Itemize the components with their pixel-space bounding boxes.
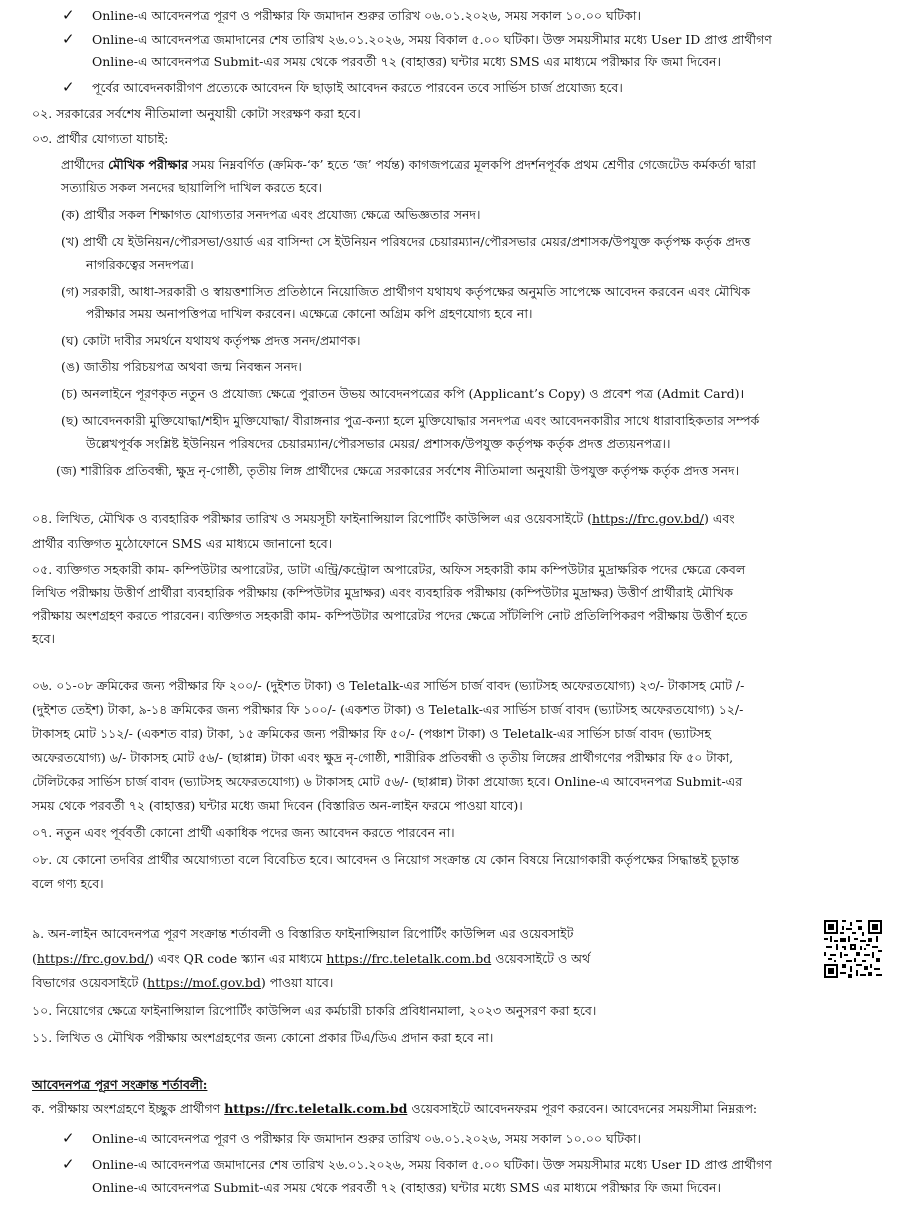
mof-post: ) পাওয়া যাবে। [260, 975, 334, 990]
item-kha-cont: নাগরিকত্বের সনদপত্র। [86, 257, 194, 272]
check-icon: ✓ [62, 1129, 75, 1147]
item-kha: (খ) প্রার্থী যে ইউনিয়ন/পৌরসভা/ওয়ার্ড এর বাসিন্দা সে ইউনিয়ন পরিষদের চেয়ারম্যান/পৌরসভার মেয়র/প্রশাসক/উপযুক্ত কর্তৃপক্ষ কর্তৃক প্রদত্ত [61, 234, 751, 249]
conditions-heading: আবেদনপত্র পূরণ সংক্রান্ত শর্তাবলী: [32, 1077, 208, 1092]
section-09-line-1: ৯. অন-লাইন আবেদনপত্র পূরণ সংক্রান্ত শর্তাবলী ও বিস্তারিত ফাইনান্সিয়াল রিপোর্টিং কাউন্সিল এর ওয়েবসাইট [32, 926, 574, 941]
item-ja: (জ) শারীরিক প্রতিবন্ধী, ক্ষুদ্র নৃ-গোষ্ঠী, তৃতীয় লিঙ্গ প্রার্থীদের ক্ষেত্রে সরকারের সর্বশেষ নীতিমালা অনুযায়ী উপযুক্ত কর্তৃপক্ষ কর্তৃক প্রদত্ত সনদ। [56, 463, 740, 478]
top-check-1: Online-এ আবেদনপত্র পূরণ ও পরীক্ষার ফি জমাদান শুরুর তারিখ ০৬.০১.২০২৬, সময় সকাল ১০.০০ ঘটিকা। [92, 8, 641, 23]
section-03-intro-2: সত্যায়িত সকল সনদের ছায়ালিপি দাখিল করতে হবে। [61, 180, 323, 195]
condition-check-2: Online-এ আবেদনপত্র জমাদানের শেষ তারিখ ২৬.০১.২০২৬, সময় বিকাল ৫.০০ ঘটিকা। উক্ত সময়সীমার মধ্যে User ID প্রাপ্ত প্রার্থীগণ [92, 1157, 772, 1172]
section-08-line-1: ০৮. যে কোনো তদবির প্রার্থীর অযোগ্যতা বলে বিবেচিত হবে। আবেদন ও নিয়োগ সংক্রান্ত যে কোন বিষয়ে নিয়োগকারী কর্তৃপক্ষের সিদ্ধান্তই চূড়ান্ত [32, 852, 740, 867]
mof-link[interactable]: https://mof.gov.bd [147, 975, 261, 990]
item-gha: (ঘ) কোটা দাবীর সমর্থনে যথাযথ কর্তৃপক্ষ প্রদত্ত সনদ/প্রমাণক। [61, 333, 361, 348]
intro-pre: প্রার্থীদের [61, 157, 109, 172]
teletalk-link[interactable]: https://frc.teletalk.com.bd [326, 951, 492, 966]
section-06-line-4: অফেরতযোগ্য) ৬/- টাকাসহ মোট ৫৬/- (ছাপ্পান্ন) টাকা এবং ক্ষুদ্র নৃ-গোষ্ঠী, শারীরিক প্রতিবন্ধী ও তৃতীয় লিঙ্গের প্রার্থীগণের পরীক্ষার ফি ৫০ টাকা, [32, 750, 734, 765]
check-icon: ✓ [62, 78, 75, 96]
conditions-ka [32, 1101, 757, 1117]
section-10: ১০. নিয়োগের ক্ষেত্রে ফাইনান্সিয়াল রিপোর্টিং কাউন্সিল এর কর্মচারী চাকরি প্রবিধানমালা, ২০২৩ অনুসরণ করা হবে। [32, 1003, 597, 1018]
item-ga: (গ) সরকারী, আধা-সরকারী ও স্বায়ত্তশাসিত প্রতিষ্ঠানে নিয়োজিত প্রার্থীগণ যথাযথ কর্তৃপক্ষের অনুমতি সাপেক্ষে আবেদন করবেন এবং মৌখিক [61, 284, 751, 299]
ka-pre: ক. পরীক্ষায় অংশগ্রহণে ইচ্ছুক প্রার্থীগণ [32, 1101, 225, 1116]
ka-post: ওয়েবসাইটে আবেদনফরম পূরণ করবেন। আবেদনের সময়সীমা নিম্নরূপ: [407, 1101, 758, 1116]
section-05-line-1: ০৫. ব্যক্তিগত সহকারী কাম- কম্পিউটার অপারেটর, ডাটা এন্ট্রি/কন্ট্রোল অপারেটর, অফিস সহকারী কাম কম্পিউটার মুদ্রাক্ষরিক পদের ক্ষেত্রে কেবল [32, 562, 746, 577]
item-chha-cont: উল্লেখপূর্বক সংশ্লিষ্ট ইউনিয়ন পরিষদের চেয়ারম্যান/পৌরসভার মেয়র/ প্রশাসক/উপযুক্ত কর্তৃপক্ষ কর্তৃক প্রদত্ত প্রত্যয়নপত্র।। [86, 436, 671, 451]
top-check-3: পূর্বের আবেদনকারীগণ প্রত্যেকে আবেদন ফি ছাড়াই আবেদন করতে পারবেন তবে সার্ভিস চার্জ প্রযোজ্য হবে। [92, 80, 623, 95]
section-04-cont: প্রার্থীর ব্যক্তিগত মুঠোফোনে SMS এর মাধ্যমে জানানো হবে। [32, 536, 333, 551]
section-11: ১১. লিখিত ও মৌখিক পরীক্ষায় অংশগ্রহণের জন্য কোনো প্রকার টিএ/ডিএ প্রদান করা হবে না। [32, 1030, 494, 1045]
section-06-line-1: ০৬. ০১-০৮ ক্রমিকের জন্য পরীক্ষার ফি ২০০/- (দুইশত টাকা) ও Teletalk-এর সার্ভিস চার্জ বাবদ (ভ্যাটসহ অফেরতযোগ্য) ২৩/- টাকাসহ মোট /- [32, 678, 745, 693]
frc-link[interactable]: https://frc.gov.bd/ [36, 951, 149, 966]
section-06-line-3: টাকাসহ মোট ১১২/- (একশত বার) টাকা, ১৫ ক্রমিকের জন্য পরীক্ষার ফি ৫০/- (পঞ্চাশ টাকা) ও Teletalk-এর সার্ভিস চার্জ বাবদ (ভ্যাটসহ [32, 726, 711, 741]
qr-code-icon[interactable] [824, 920, 882, 978]
top-check-2: Online-এ আবেদনপত্র জমাদানের শেষ তারিখ ২৬.০১.২০২৬, সময় বিকাল ৫.০০ ঘটিকা। উক্ত সময়সীমার মধ্যে User ID প্রাপ্ত প্রার্থীগণ [92, 32, 772, 47]
check-icon: ✓ [62, 6, 75, 24]
section-09-line-3 [32, 975, 333, 991]
item-ka: (ক) প্রার্থীর সকল শিক্ষাগত যোগ্যতার সনদপত্র এবং প্রযোজ্য ক্ষেত্রে অভিজ্ঞতার সনদ। [61, 207, 481, 222]
section-08-line-2: বলে গণ্য হবে। [32, 876, 104, 891]
sec04-text-end: ) এবং [703, 511, 735, 526]
section-05-line-3: পরীক্ষায় অংশগ্রহণ করতে পারবেন। ব্যক্তিগত সহকারী কাম- কম্পিউটার অপারেটর পদের ক্ষেত্রে সাঁটলিপি নোট প্রতিলিপিকরণ পরীক্ষায় উত্তীর্ণ হতে [32, 608, 748, 623]
check-icon: ✓ [62, 1155, 75, 1173]
teletalk-link[interactable]: https://frc.teletalk.com.bd [224, 1101, 408, 1116]
intro-bold: মৌখিক পরীক্ষার [108, 157, 189, 172]
condition-check-2-cont: Online-এ আবেদনপত্র Submit-এর সময় থেকে পরবর্তী ৭২ (বাহাত্তর) ঘন্টার মধ্যে SMS এর মাধ্যমে পরীক্ষার ফি জমা দিবেন। [92, 1180, 721, 1195]
item-ga-cont: পরীক্ষার সময় অনাপত্তিপত্র দাখিল করবেন। এক্ষেত্রে কোনো অগ্রিম কপি গ্রহণযোগ্য হবে না। [86, 306, 533, 321]
sec09-text-end: ওয়েবসাইটে ও অর্থ [491, 951, 591, 966]
paren-open: ( [32, 951, 37, 966]
section-05-line-2: লিখিত পরীক্ষায় উত্তীর্ণ প্রার্থীরা ব্যবহারিক পরীক্ষায় (কম্পিউটার মুদ্রাক্ষর) এবং ব্যবহারিক পরীক্ষায় (কম্পিউটার মুদ্রাক্ষর) উত্তীর্ণ প্রার্থীরাই মৌখিক [32, 585, 733, 600]
condition-check-1: Online-এ আবেদনপত্র পূরণ ও পরীক্ষার ফি জমাদান শুরুর তারিখ ০৬.০১.২০২৬, সময় সকাল ১০.০০ ঘটিকা। [92, 1131, 641, 1146]
section-07: ০৭. নতুন এবং পূর্ববর্তী কোনো প্রার্থী একাধিক পদের জন্য আবেদন করতে পারবেন না। [32, 825, 455, 840]
section-02: ০২. সরকারের সর্বশেষ নীতিমালা অনুযায়ী কোটা সংরক্ষণ করা হবে। [32, 106, 361, 121]
section-06-line-6: সময় থেকে পরবর্তী ৭২ (বাহাত্তর) ঘন্টার মধ্যে জমা দিবেন (বিস্তারিত অন-লাইন ফরমে পাওয়া যাবে)। [32, 798, 523, 813]
section-03-heading: ০৩. প্রার্থীর যোগ্যতা যাচাই: [32, 131, 169, 146]
mof-pre: বিভাগের ওয়েবসাইটে ( [32, 975, 148, 990]
frc-link[interactable]: https://frc.gov.bd/ [591, 511, 704, 526]
section-06-line-5: টেলিটকের সার্ভিস চার্জ বাবদ (ভ্যাটসহ অফেরতযোগ্য) ৬ টাকাসহ মোট ৫৬/- (ছাপ্পান্ন) টাকা প্রযোজ্য হবে। Online-এ আবেদনপত্র Submit-এর [32, 774, 743, 789]
sec04-text: ০৪. লিখিত, মৌখিক ও ব্যবহারিক পরীক্ষার তারিখ ও সময়সূচী ফাইনান্সিয়াল রিপোর্টিং কাউন্সিল এর ওয়েবসাইটে ( [32, 511, 592, 526]
section-03-intro [61, 157, 756, 173]
top-check-2-cont: Online-এ আবেদনপত্র Submit-এর সময় থেকে পরবর্তী ৭২ (বাহাত্তর) ঘন্টার মধ্যে SMS এর মাধ্যমে পরীক্ষার ফি জমা দিবেন। [92, 54, 721, 69]
section-06-line-2: (দুইশত তেইশ) টাকা, ৯-১৪ ক্রমিকের জন্য পরীক্ষার ফি ১০০/- (একশত টাকা) ও Teletalk-এর সার্ভিস চার্জ বাবদ (ভ্যাটসহ অফেরতযোগ্য) ১২/- [32, 702, 744, 717]
item-cha: (চ) অনলাইনে পূরণকৃত নতুন ও প্রযোজ্য ক্ষেত্রে পুরাতন উভয় আবেদনপত্রের কপি (Applicant’s Copy) ও প্রবেশ পত্র (Admit Card)। [61, 386, 745, 401]
item-uma: (ঙ) জাতীয় পরিচয়পত্র অথবা জন্ম নিবন্ধন সনদ। [61, 359, 302, 374]
intro-post: সময় নিম্নবর্ণিত (ক্রমিক-‘ক’ হতে ‘জ’ পর্যন্ত) কাগজপত্রের মূলকপি প্রদর্শনপূর্বক প্রথম শ্রেণীর গেজেটেড কর্মকর্তা দ্বারা [188, 157, 756, 172]
qr-text: ) এবং QR code স্ক্যান এর মাধ্যমে [148, 951, 327, 966]
section-05-line-4: হবে। [32, 631, 56, 646]
check-icon: ✓ [62, 30, 75, 48]
section-04 [32, 511, 735, 527]
item-chha: (ছ) আবেদনকারী মুক্তিযোদ্ধা/শহীদ মুক্তিযোদ্ধা/ বীরাঙ্গনার পুত্র-কন্যা হলে মুক্তিযোদ্ধার সনদপত্র এবং আবেদনকারীর সাথে ধারাবাহিকতার সম্পর্ক [61, 413, 760, 428]
section-09-line-2 [32, 951, 590, 967]
